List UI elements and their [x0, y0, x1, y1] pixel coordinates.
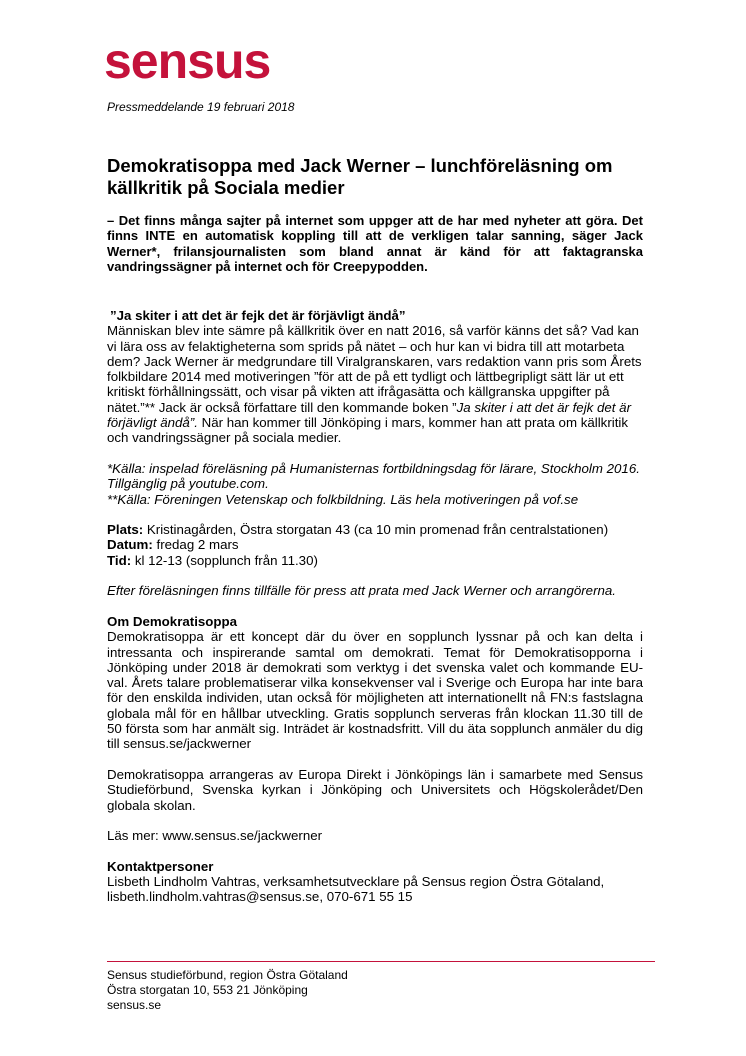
press-release-date: Pressmeddelande 19 februari 2018 — [107, 100, 295, 114]
footer — [107, 968, 348, 1013]
lead-paragraph: – Det finns många sajter på internet som uppger att de har med nyheter att göra. Det finns INTE en automatisk koppling till att de verkligen talar sanning, säger Jack Werner*, frilansjournalisten som bland annat är känd för att faktagranska vandringssägner på internet och för Creepypodden. — [107, 213, 643, 275]
intro-text-2: När han kommer till Jönköping i mars, kommer han att prata om källkritik och vandringssägner på sociala medier. — [107, 415, 628, 446]
event-details — [107, 522, 643, 568]
source-2: **Källa: Föreningen Vetenskap och folkbildning. Läs hela motiveringen på vof.se — [107, 491, 579, 507]
date-label: Datum: — [107, 537, 153, 553]
headline: Demokratisoppa med Jack Werner – lunchföreläsning om källkritik på Sociala medier — [107, 155, 613, 198]
read-more: Läs mer: www.sensus.se/jackwerner — [107, 828, 323, 844]
book-title: Ja skiter i att det är fejk det är förjävligt ändå”. — [107, 399, 632, 431]
contacts-section — [107, 859, 643, 905]
footer-website: sensus.se — [107, 998, 162, 1012]
about-text: Demokratisoppa är ett koncept där du över en sopplunch lyssnar på och kan delta i intressanta och inspirerande samtal om demokrati. Temat för Demokratisopporna i Jönköping under 2018 är demokrati som verktyg i det svenska valet och kommande EU-val. Årets talare problematiserar vilka konsekvenser val i Sverige och Europa har inte bara för den enskilda individen, utan också för möjligheten att internationellt nå FN:s fastslagna globala mål för en hållbar utveckling. Gratis sopplunch serveras från klockan 11.30 till de 50 första som har anmält sig. Inträdet är kostnadsfritt. Vill du äta sopplunch anmäler du dig till sensus.se/jackwerner — [107, 629, 643, 752]
footer-address: Östra storgatan 10, 553 21 Jönköping — [107, 983, 308, 997]
about-section — [107, 614, 643, 752]
place-label: Plats: — [107, 522, 144, 538]
time-value: kl 12-13 (sopplunch från 11.30) — [131, 552, 318, 568]
source-1: *Källa: inspelad föreläsning på Humanisternas fortbildningsdag för lärare, Stockholm 2016. Tillgänglig på youtube.com. — [107, 460, 640, 492]
time-label: Tid: — [107, 552, 132, 568]
sensus-logo: sensus — [104, 33, 271, 89]
intro-text-1: Människan blev inte sämre på källkritik över en natt 2016, så varför känns det så? Vad kan vi lära oss av felaktigheterna som sprids på nätet – och hur kan vi bidra till att motarbeta dem? Jack Werner är medgrundare till Viralgranskaren, vars redaktion vann pris som Årets folkbildare 2014 med motiveringen ”för att de på ett tydligt och lättbegripligt sätt lär ut ett kritiskt förhållningssätt, och visar på vikten att ifrågasätta och källgranska uppgifter på nätet.”** Jack är också författare till den kommande boken ” — [107, 323, 642, 415]
after-note: Efter föreläsningen finns tillfälle för press att prata med Jack Werner och arrangörerna. — [107, 583, 616, 599]
about-heading: Om Demokratisoppa — [107, 613, 238, 629]
quote-heading: ”Ja skiter i att det är fejk det är förjävligt ändå” — [110, 308, 406, 323]
intro-paragraph — [107, 323, 643, 445]
footer-org: Sensus studieförbund, region Östra Götaland — [107, 968, 348, 982]
place-value: Kristinagården, Östra storgatan 43 (ca 10 min promenad från centralstationen) — [143, 522, 609, 538]
organizers-paragraph: Demokratisoppa arrangeras av Europa Direkt i Jönköpings län i samarbete med Sensus Studieförbund, Svenska kyrkan i Jönköping och Universitets och Högskolerådet/Den globala skolan. — [107, 766, 643, 813]
contact-line-1: Lisbeth Lindholm Vahtras, verksamhetsutvecklare på Sensus region Östra Götaland, — [107, 873, 605, 889]
article-body — [107, 308, 643, 920]
footer-divider — [107, 961, 655, 962]
sources — [107, 461, 643, 507]
contact-line-2: lisbeth.lindholm.vahtras@sensus.se, 070-671 55 15 — [107, 889, 413, 905]
date-value: fredag 2 mars — [152, 537, 239, 553]
contacts-heading: Kontaktpersoner — [107, 858, 214, 874]
